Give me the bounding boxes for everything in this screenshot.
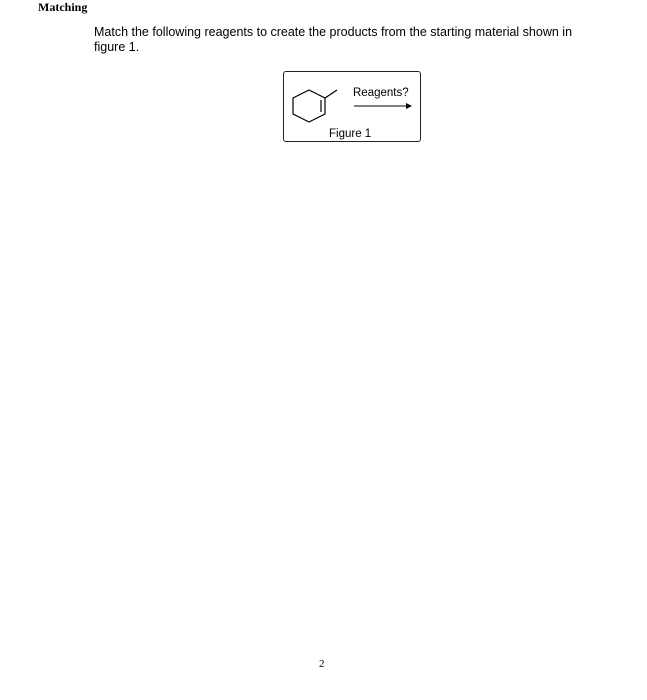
question-instructions: Match the following reagents to create the products from the starting material shown in figure 1. [94,25,573,54]
section-heading: Matching [38,0,88,14]
figure-caption: Figure 1 [329,128,372,140]
reagents-label: Reagents? [353,87,409,99]
figure-1-box [283,71,421,142]
page-number: 2 [319,658,325,670]
methylenecyclohexane-structure-icon [289,80,339,126]
reaction-arrow-icon [354,102,412,110]
